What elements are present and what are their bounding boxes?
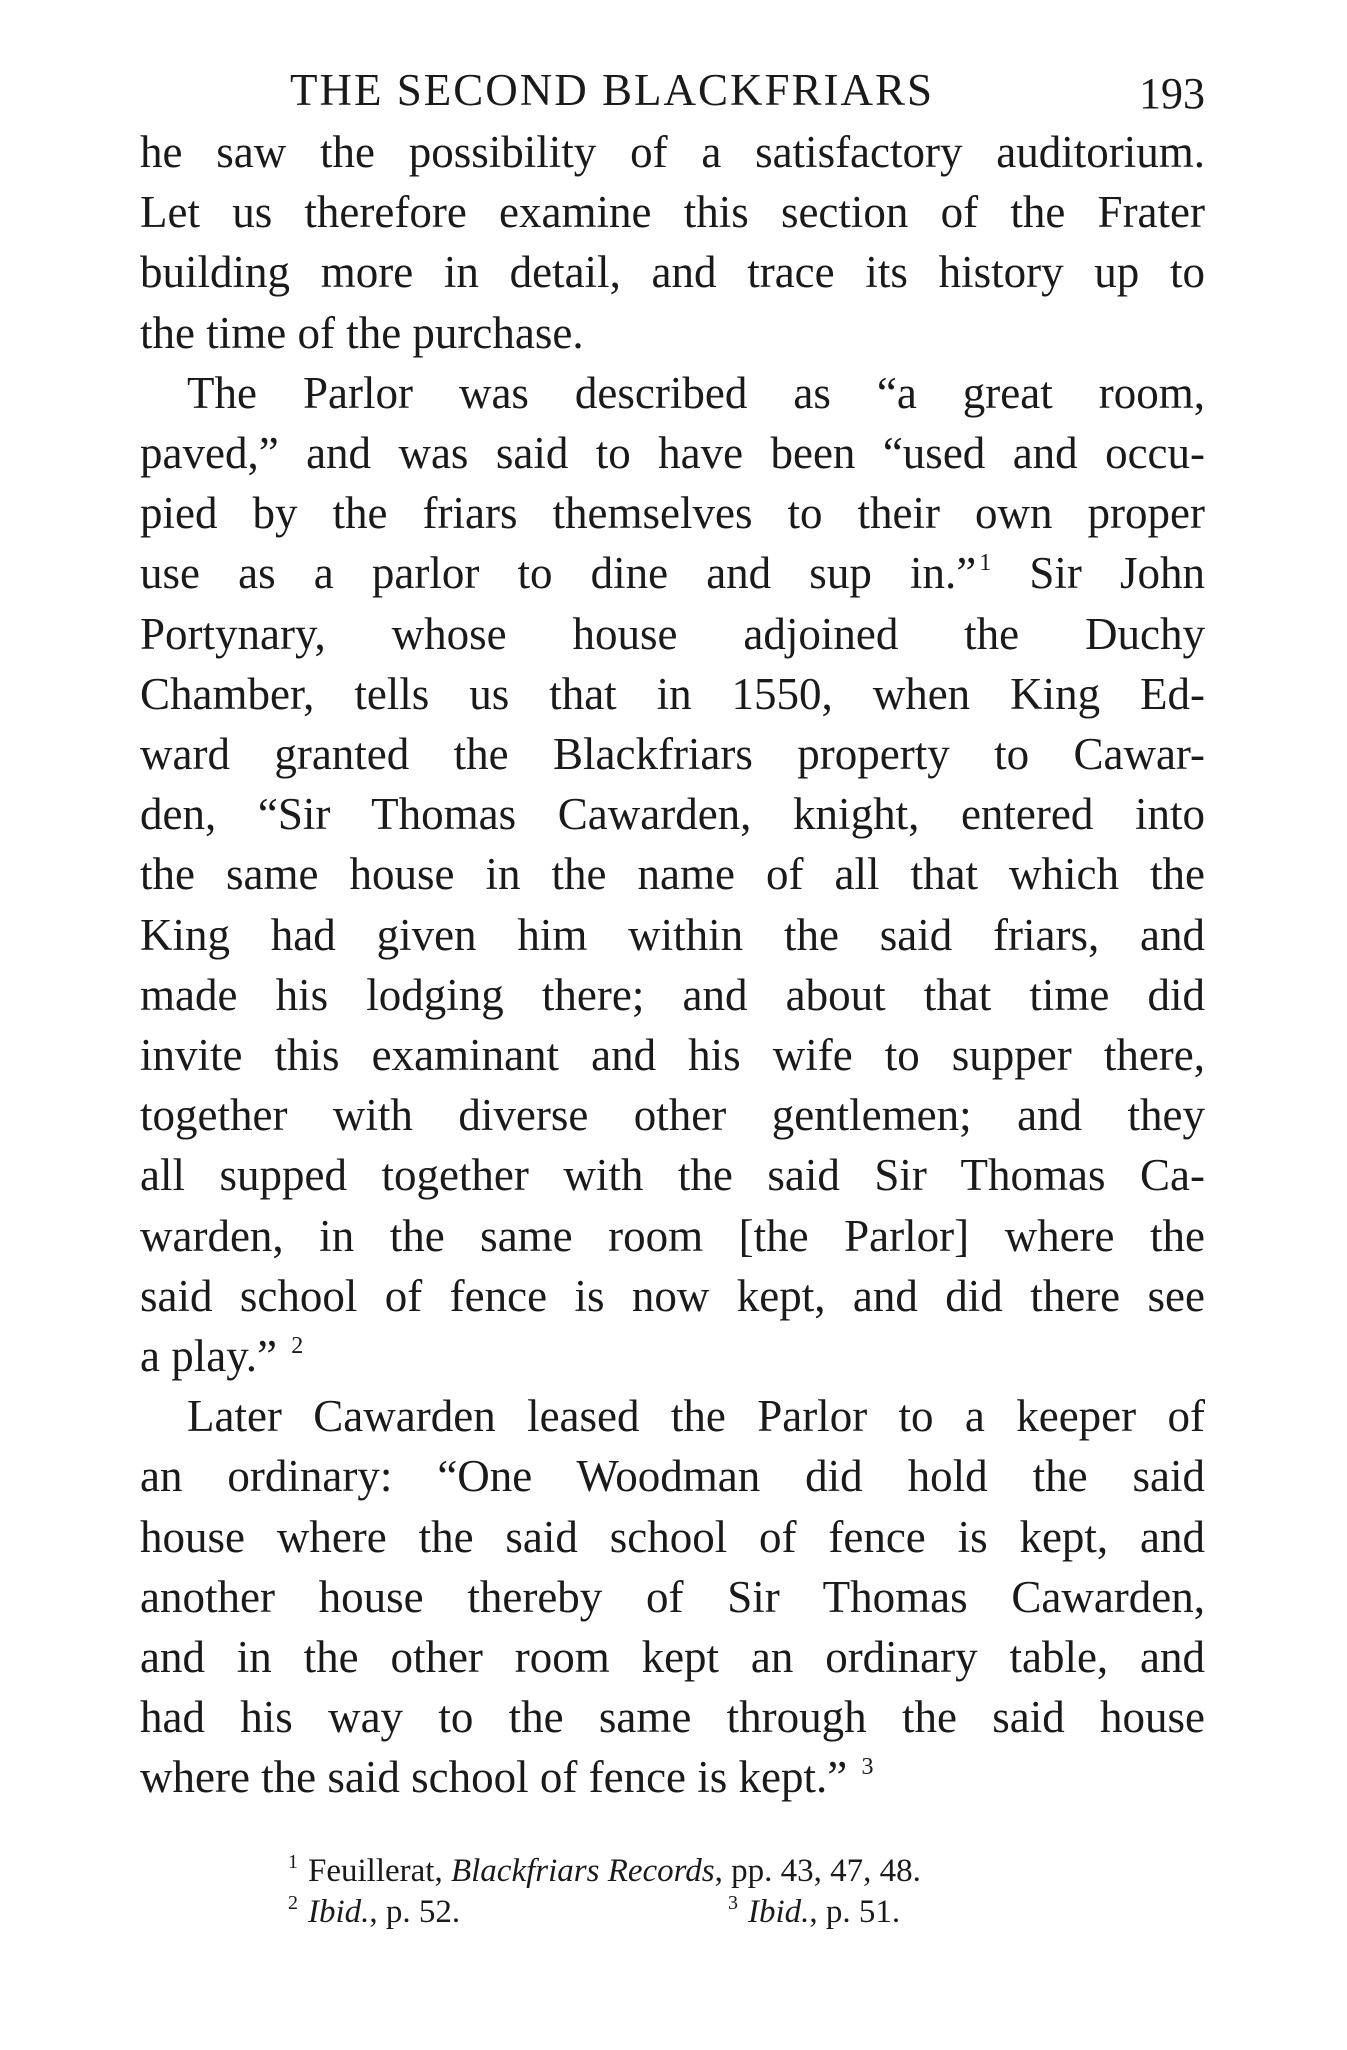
- footnote-pages: , p. 52.: [369, 1894, 461, 1930]
- footnote-pages: , p. 51.: [809, 1894, 901, 1930]
- text-line: Portynary, whose house adjoined the Duchy: [140, 608, 1205, 659]
- note-mark-2: 2: [291, 1333, 304, 1360]
- note-mark-1: 1: [979, 550, 992, 577]
- text-line: he saw the possibility of a satisfactory auditorium.: [140, 127, 1205, 177]
- text-segment: Sir John: [1029, 548, 1205, 599]
- text-segment: use as a parlor to dine and sup in.”: [140, 548, 977, 599]
- text-line: den, “Sir Thomas Cawarden, knight, entered into: [140, 789, 1205, 840]
- paragraph-1: [140, 122, 1205, 363]
- text-line: and in the other room kept an ordinary table, and: [140, 1632, 1205, 1683]
- text-line: another house thereby of Sir Thomas Cawarden,: [140, 1571, 1205, 1622]
- text-line: together with diverse other gentlemen; and they: [140, 1090, 1205, 1141]
- text-line: said school of fence is now kept, and did there see: [140, 1270, 1205, 1321]
- footnote-2: [288, 1883, 460, 1933]
- running-title: THE SECOND BLACKFRIARS: [290, 65, 935, 115]
- footnote-mark: 3: [728, 1892, 738, 1914]
- footnote-mark: 1: [288, 1851, 298, 1873]
- text-segment: a play.”: [140, 1331, 277, 1382]
- book-page: [140, 52, 1205, 1808]
- page-number: 193: [1139, 69, 1205, 118]
- text-line-with-note: [140, 543, 1205, 603]
- text-line: all supped together with the said Sir Thomas Ca-: [140, 1150, 1205, 1201]
- text-line: had his way to the same through the said house: [140, 1692, 1205, 1743]
- text-segment: where the said school of fence is kept.”: [140, 1752, 848, 1803]
- text-line: building more in detail, and trace its history up to: [140, 247, 1205, 298]
- footnote-author: Feuillerat,: [308, 1853, 451, 1889]
- text-line: warden, in the same room [the Parlor] where the: [140, 1210, 1205, 1261]
- footnote-title: Ibid.: [748, 1894, 810, 1930]
- text-line: King had given him within the said friars, and: [140, 909, 1205, 960]
- text-line: the same house in the name of all that which the: [140, 849, 1205, 900]
- text-line: Chamber, tells us that in 1550, when King Ed-: [140, 668, 1205, 719]
- footnote-mark: 2: [288, 1892, 298, 1914]
- note-mark-3: 3: [861, 1754, 874, 1781]
- text-line-with-note: [140, 1747, 1205, 1807]
- text-line: the time of the purchase.: [140, 307, 584, 358]
- text-line: Later Cawarden leased the Parlor to a keeper of: [187, 1391, 1205, 1442]
- footnote-3: [728, 1883, 900, 1933]
- text-line: Let us therefore examine this section of the Frater: [140, 187, 1205, 238]
- paragraph-2: [140, 363, 1205, 1386]
- text-line: house where the said school of fence is kept, and: [140, 1511, 1205, 1562]
- text-line: pied by the friars themselves to their own proper: [140, 488, 1205, 539]
- body-text: [140, 122, 1205, 1808]
- footnote-title: Blackfriars Records: [450, 1853, 715, 1889]
- text-line: an ordinary: “One Woodman did hold the said: [140, 1451, 1205, 1502]
- paragraph-3: [140, 1386, 1205, 1807]
- text-line: ward granted the Blackfriars property to Cawar-: [140, 729, 1205, 780]
- text-line: The Parlor was described as “a great room,: [187, 367, 1205, 418]
- text-line: paved,” and was said to have been “used and occu-: [140, 428, 1205, 479]
- text-line: invite this examinant and his wife to supper there,: [140, 1030, 1205, 1081]
- text-line-with-note: [140, 1326, 1205, 1386]
- footnotes: [140, 1842, 1205, 1930]
- footnote-pages: , pp. 43, 47, 48.: [714, 1853, 921, 1889]
- footnote-title: Ibid.: [308, 1894, 370, 1930]
- footnote-row-1: [140, 1842, 1205, 1889]
- running-head: [140, 52, 1205, 122]
- text-line: made his lodging there; and about that time did: [140, 969, 1205, 1020]
- footnote-row-2: [140, 1883, 1205, 1930]
